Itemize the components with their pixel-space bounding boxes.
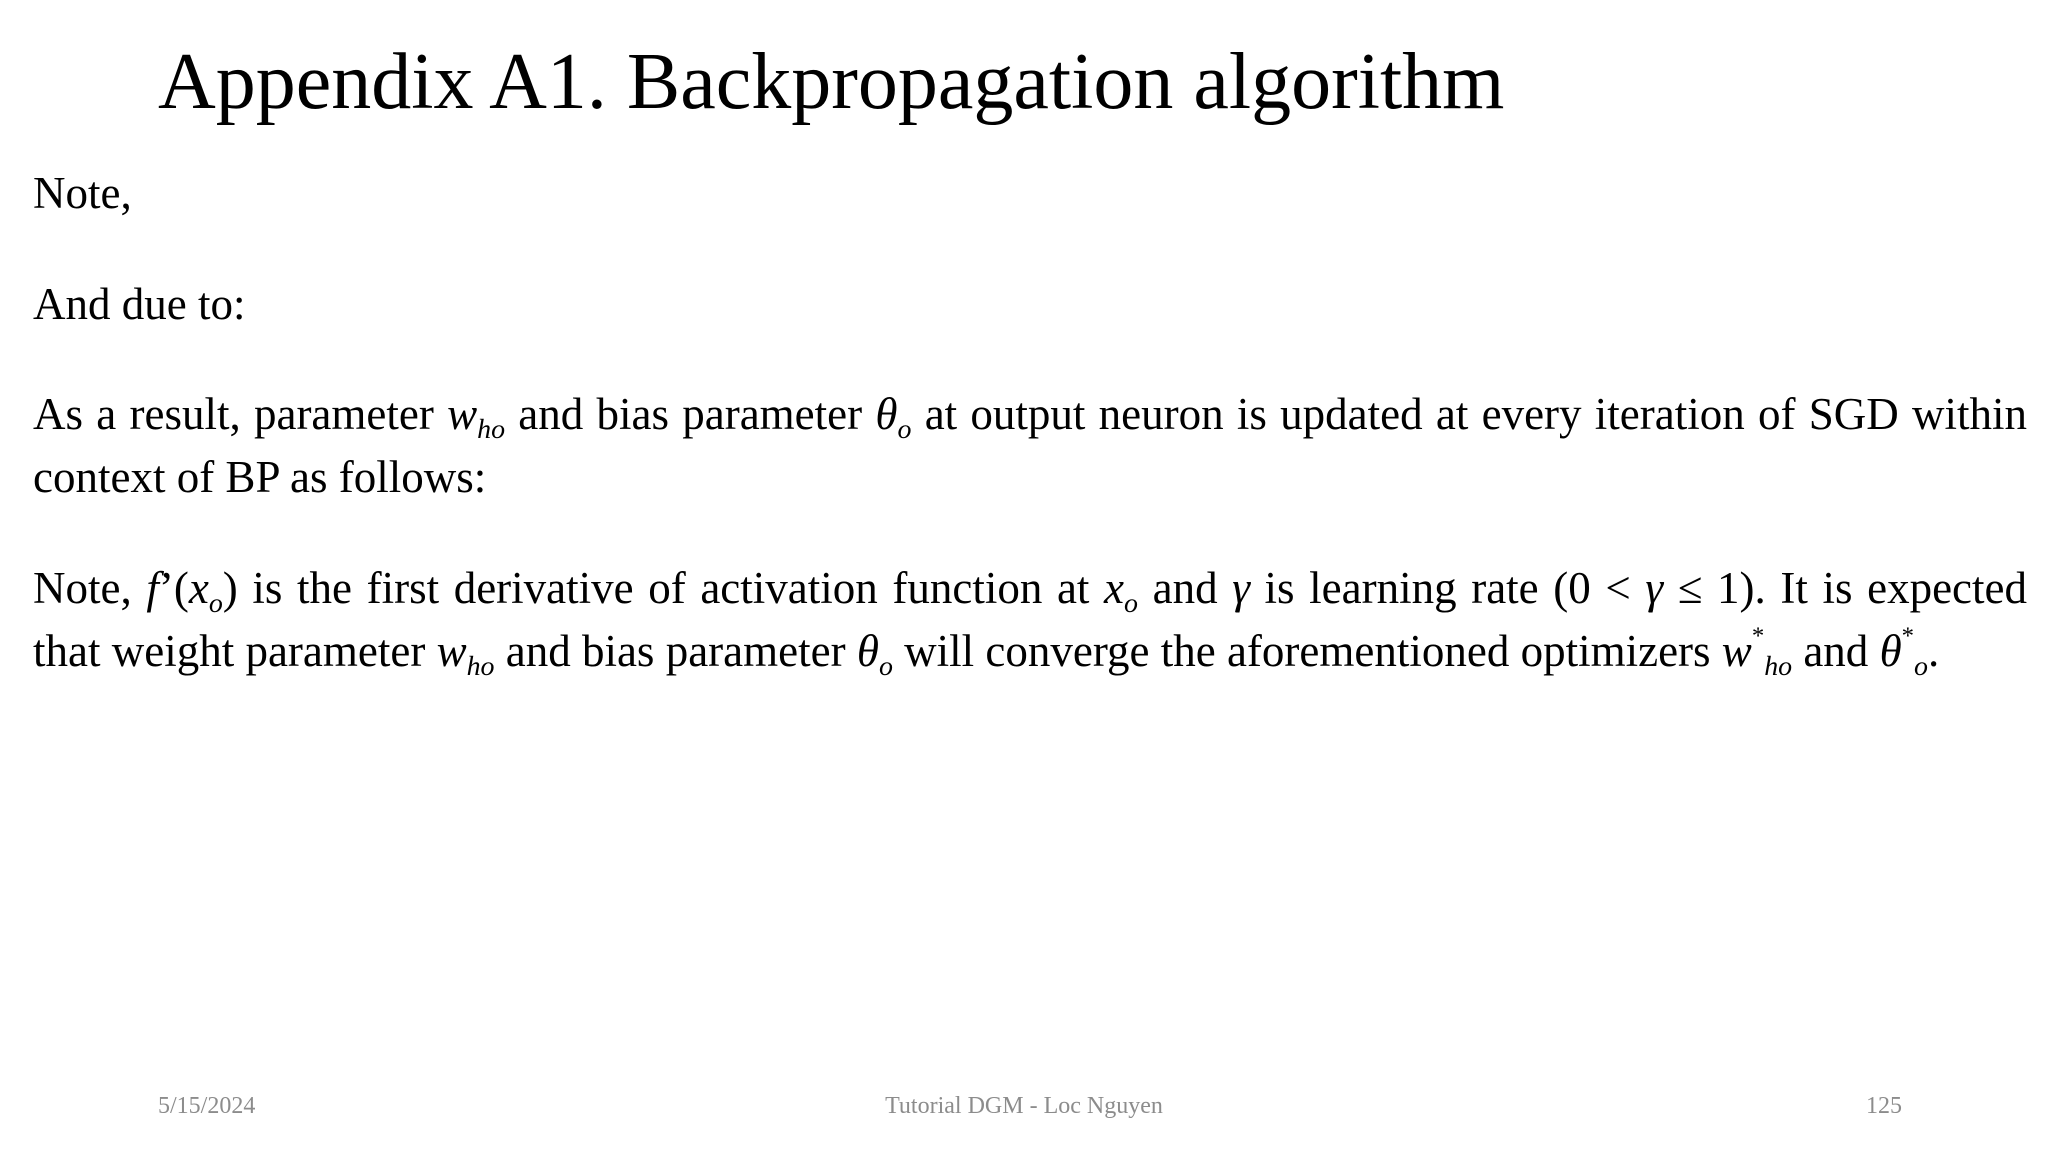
text-run: and	[1792, 626, 1880, 676]
math-symbol: x	[188, 563, 209, 613]
math-subscript: ho	[466, 650, 495, 682]
math-symbol: θ	[1879, 626, 1902, 676]
text-run: .	[1928, 626, 1940, 676]
paragraph-result	[33, 383, 2027, 509]
text-run: Note,	[33, 563, 147, 613]
text-run: ’(	[158, 563, 189, 613]
math-superscript: *	[1751, 622, 1765, 650]
math-subscript: o	[1124, 587, 1138, 619]
math-symbol: θ	[856, 626, 879, 676]
math-subscript: o	[208, 587, 223, 619]
text-run: and bias parameter	[494, 626, 857, 676]
text-run: and	[1137, 563, 1233, 613]
paragraph-derivative-note	[33, 557, 2027, 683]
slide-title: Appendix A1. Backpropagation algorithm	[158, 38, 1505, 126]
math-subscript: ho	[477, 413, 506, 445]
text-run: will converge the aforementioned optimizers	[892, 626, 1722, 676]
text-run: As a result, parameter	[33, 389, 448, 439]
math-superscript: *	[1901, 622, 1915, 650]
math-subscript: o	[878, 650, 893, 682]
math-symbol: x	[1104, 563, 1125, 613]
paragraph-note: Note,	[33, 168, 132, 218]
math-symbol: γ	[1232, 563, 1250, 613]
math-subscript: o	[1914, 650, 1928, 682]
footer-page-number: 125	[1866, 1093, 1902, 1119]
math-symbol: θ	[875, 389, 898, 439]
math-symbol: f	[146, 563, 159, 613]
footer-title: Tutorial DGM - Loc Nguyen	[885, 1093, 1163, 1119]
math-symbol: w	[1721, 626, 1752, 676]
footer-date: 5/15/2024	[158, 1093, 256, 1119]
paragraph-due-to: And due to:	[33, 279, 246, 329]
math-symbol: w	[436, 626, 467, 676]
math-symbol: γ	[1645, 563, 1664, 613]
text-run: at output neuron is updated at every iteration of SGD within context of BP as follows:	[33, 389, 2028, 502]
math-subscript: o	[897, 413, 912, 445]
text-run: and bias parameter	[505, 389, 876, 439]
math-subscript: ho	[1764, 650, 1793, 682]
math-symbol: w	[447, 389, 478, 439]
text-run: ) is the first derivative of activation function at	[222, 563, 1105, 613]
text-run: ≤ 1). It is expected that weight parameter	[33, 563, 2027, 676]
text-run: is learning rate (0 <	[1249, 563, 1646, 613]
